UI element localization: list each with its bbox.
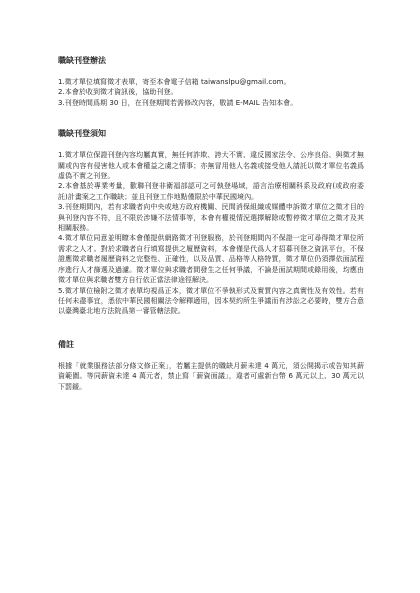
section-heading: 職缺刊登須知: [58, 129, 106, 139]
paragraph: 2.本會於收到徵才資訊後，協助刊登。: [58, 88, 178, 97]
paragraph: 3.刊登期間內，若有求職者向中央或地方政府機關、民間消保組織或媒體申訴徵才單位之徵才目的與刊登內容不符，且不限於涉嫌不法情事等，本會有權視情況選擇解除或暫停徵才單位之徵才及其相關服務。: [58, 203, 364, 233]
paragraph: 1.徵才單位填寫徵才表單，寄至本會電子信箱 taiwanslpu@gmail.com。: [58, 78, 291, 86]
remarks-section: [58, 339, 364, 392]
paragraph: 4.徵才單位同意並明瞭本會僅提供網路徵才刊登服務，於刊登期間內不保證一定可尋得徵才單位所需求之人才。對於求職者自行填寫提供之履歷資料，本會僅是代爲人才招募刊登之資訊平台，不保證應徵求職者履歷資料之完整性、正確性，以及品質、品格等人格特質，徵才單位仍須擇依面試程序進行人才篩選及過濾。徵才單位與求職者間發生之任何爭議，不論是面試期間或錄用後，均應由徵才單位與求職者雙方自行依正當法律途徑解決。: [58, 234, 364, 285]
paragraph: 3.刊登時間爲期 30 日，在刊登期間若需修改內容，敬請 E-MAIL 告知本會。: [58, 98, 298, 107]
paragraph: 2.本會基於專業考量，歡聯刊登非衛福部認可之可執登場域，語言治療相關科系及政府(或政府委託)計畫案之工作職缺；並且刊登工作地點僅限於中華民國境內。: [58, 182, 364, 201]
posting-procedure-section: [58, 55, 364, 108]
paragraph: 根據「就業服務法部分條文修正案」，若屬主提供的職缺月薪未達 4 萬元，須公開揭示或告知其薪資範圍。等同薪資未達 4 萬元者，禁止寫「薪資面議」，違者可處新台幣 6 萬元以上、30 萬元以下罰鍰。: [58, 361, 364, 391]
paragraph: 5.徵才單位檢附之徵才表單均視爲正本，徵才單位不爭執形式及實質內容之真實性及有效性。若有任何未盡事宜，悉依中華民國相關法令解釋適用，因本契約所生爭議而有涉訟之必要時，雙方合意以臺灣臺北地方法院爲第一審管轄法院。: [58, 286, 364, 316]
section-heading: 備註: [58, 339, 74, 349]
posting-notice-section: [58, 128, 364, 317]
paragraph: 1.徵才單位保證刊登內容均屬真實，無任何詐欺、誇大不實、違反國家法令、公序良俗、與徵才無關或內容有侵害他人或本會權益之虞之情事；亦無冒用他人名義或接受他人請託以徵才單位名義爲虛偽不實之刊登。: [58, 151, 364, 181]
section-heading: 職缺刊登辦法: [58, 56, 106, 65]
